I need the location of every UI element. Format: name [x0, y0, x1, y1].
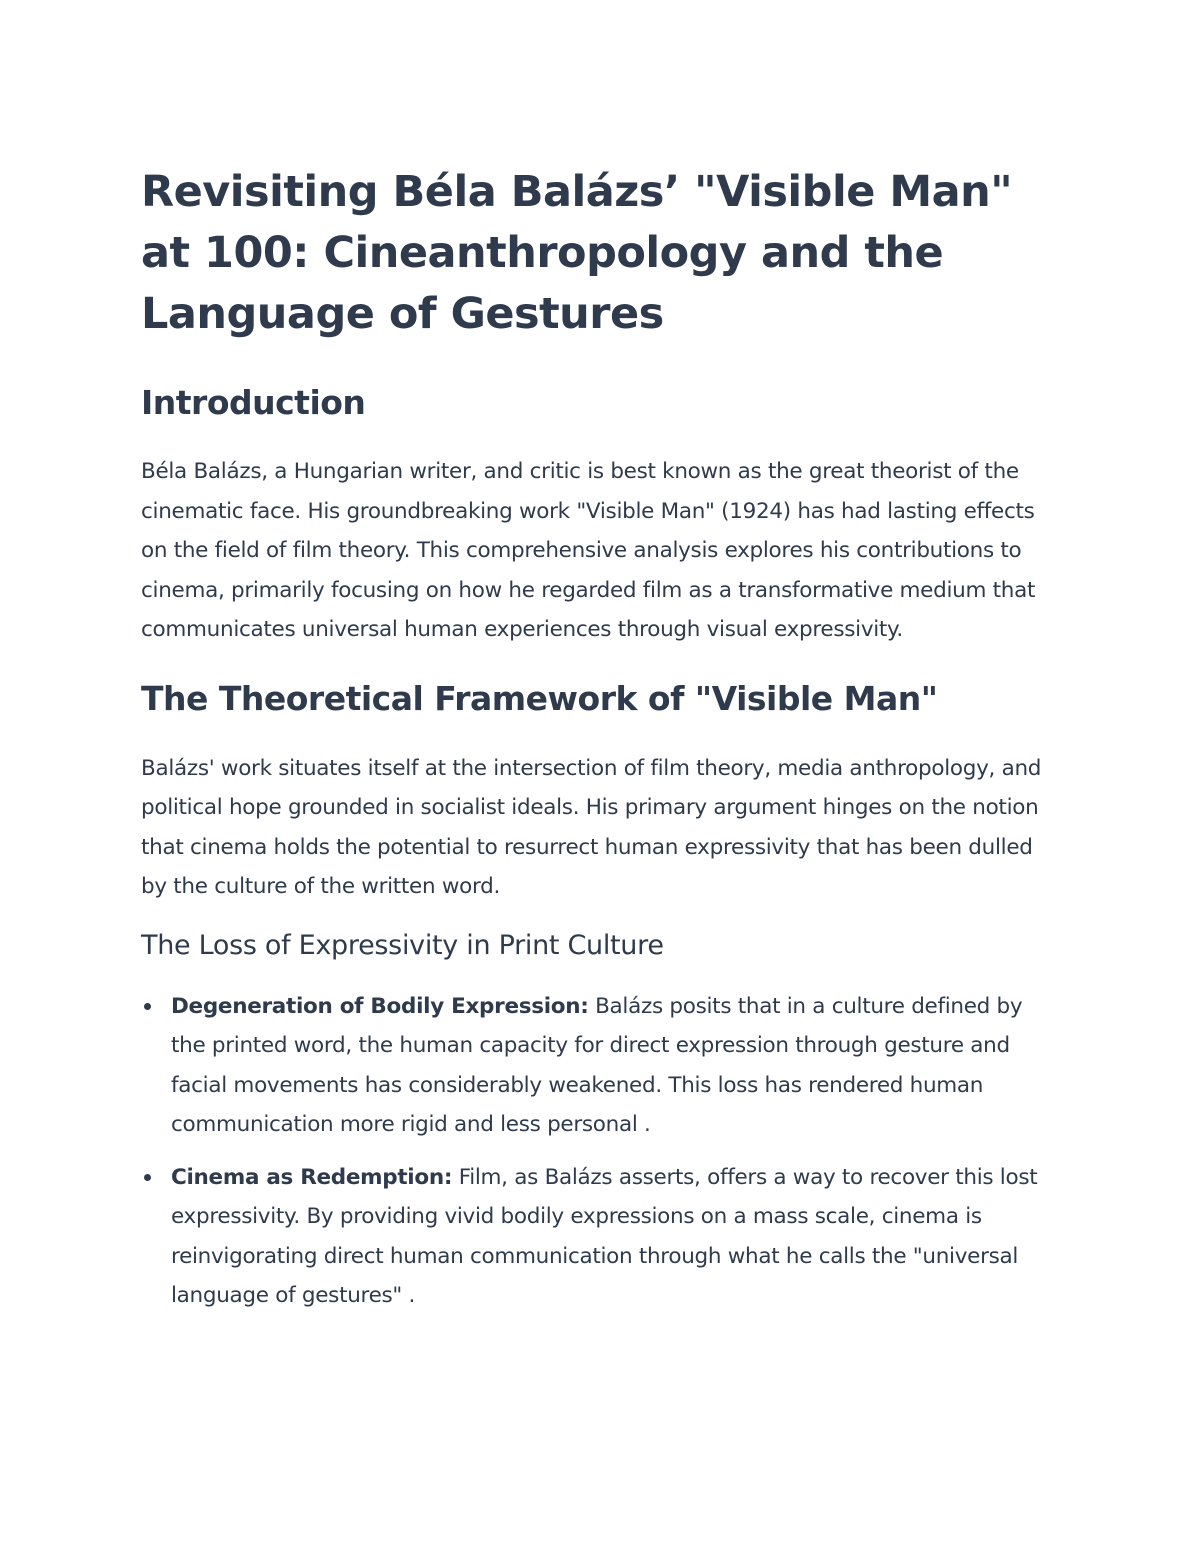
bullet-list [141, 987, 1061, 1316]
section-heading-introduction: Introduction [141, 383, 366, 422]
list-item [141, 1158, 1061, 1316]
bullet-icon [144, 1174, 151, 1181]
list-item-text: Film, as Balázs asserts, offers a way to recover this lost expressivity. By providing vivid bodily expressions on a mass scale, cinema is reinvigorating direct human communication through what he calls the "universal language of gestures" . [171, 1164, 1038, 1308]
list-item-term: Cinema as Redemption: [171, 1164, 453, 1190]
bullet-icon [144, 1003, 151, 1010]
document-title: Revisiting Béla Balázs’ "Visible Man" at 100: Cineanthropology and the Language of Gestures [141, 167, 1013, 339]
list-item-term: Degeneration of Bodily Expression: [171, 993, 589, 1019]
theoretical-framework-paragraph: Balázs' work situates itself at the intersection of film theory, media anthropology, and political hope grounded in socialist ideals. His primary argument hinges on the notion that cinema holds the potential to resurrect human expressivity that has been dulled by the culture of the written word. [141, 755, 1042, 899]
document-page [141, 162, 1061, 1316]
subsection-heading-loss-of-expressivity: The Loss of Expressivity in Print Culture [141, 929, 664, 961]
list-item [141, 987, 1061, 1145]
section-heading-theoretical-framework: The Theoretical Framework of "Visible Man" [141, 678, 938, 718]
introduction-paragraph: Béla Balázs, a Hungarian writer, and critic is best known as the great theorist of the cinematic face. His groundbreaking work "Visible Man" (1924) has had lasting effects on the field of film theory. This comprehensive analysis explores his contributions to cinema, primarily focusing on how he regarded film as a transformative medium that communicates universal human experiences through visual expressivity. [141, 459, 1036, 642]
list-item-text: Balázs posits that in a culture defined by the printed word, the human capacity for direct expression through gesture and facial movements has considerably weakened. This loss has rendered human communication more rigid and less personal . [171, 993, 1023, 1137]
